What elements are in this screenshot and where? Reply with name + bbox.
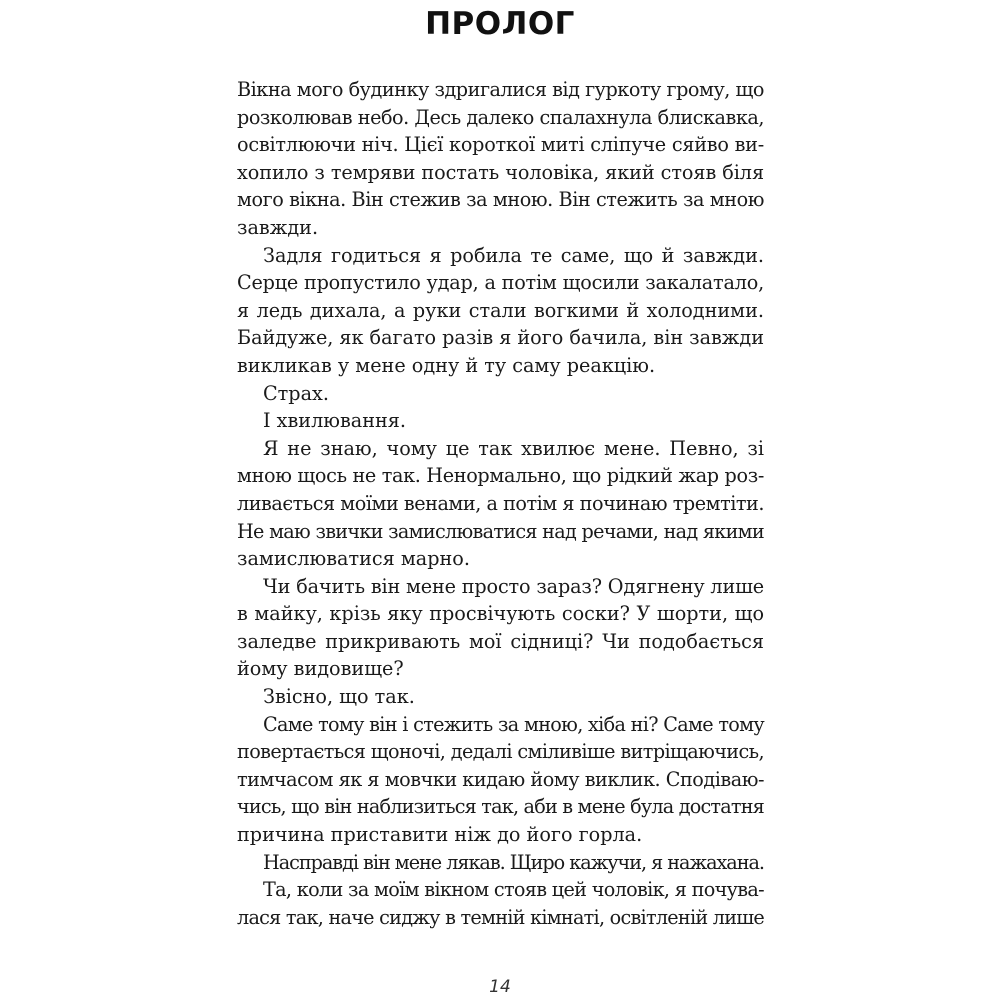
text-line: Чи бачить він мене просто зараз? Одягнену лише <box>263 574 764 598</box>
text-line: заледве прикривають мої сідниці? Чи подобається <box>237 629 764 653</box>
text-line: тимчасом як я мовчки кидаю йому виклик. Сподіваю- <box>237 767 764 791</box>
text-line: я ледь дихала, а руки стали вогкими й холодними. <box>237 298 764 322</box>
text-line: Звісно, що так. <box>263 685 415 709</box>
text-line: розколював небо. Десь далеко спалахнула блискавка, <box>237 105 764 129</box>
text-line: Страх. <box>263 381 329 405</box>
text-line: Насправді він мене лякав. Щиро кажучи, я нажахана. <box>263 850 764 874</box>
text-line: Саме тому він і стежить за мною, хіба ні? Саме тому <box>263 712 764 736</box>
text-line: лася так, наче сиджу в темній кімнаті, освітленій лише <box>237 905 764 929</box>
text-line: освітлюючи ніч. Цієї короткої миті сліпуче сяйво ви- <box>237 133 764 157</box>
text-line: мого вікна. Він стежив за мною. Він стежить за мною <box>237 188 764 212</box>
text-line: І хвилювання. <box>263 409 407 433</box>
text-line: йому видовище? <box>237 657 404 681</box>
chapter-title: ПРОЛОГ <box>425 6 575 42</box>
text-line: Я не знаю, чому це так хвилює мене. Певно, зі <box>263 436 764 460</box>
text-line: в майку, крізь яку просвічують соски? У шорти, що <box>237 602 764 626</box>
text-line: Задля годиться я робила те саме, що й завжди. <box>263 243 764 267</box>
text-line: ливається моїми венами, а потім я починаю тремтіти. <box>237 491 764 515</box>
text-line: викликав у мене одну й ту саму реакцію. <box>237 353 656 377</box>
text-line: чись, що він наблизиться так, аби в мене була достатня <box>237 795 764 819</box>
text-line: Не маю звички замислюватися над речами, над якими <box>237 519 764 543</box>
text-line: Та, коли за моїм вікном стояв цей чоловік, я почува- <box>263 878 764 902</box>
text-line: мною щось не так. Ненормально, що рідкий жар роз- <box>237 464 764 488</box>
text-line: Байдуже, як багато разів я його бачила, він завжди <box>237 326 764 350</box>
page-number: 14 <box>489 977 511 997</box>
text-line: повертається щоночі, дедалі сміливіше витріщаючись, <box>237 740 764 764</box>
text-line: Серце пропустило удар, а потім щосили закалатало, <box>237 271 764 295</box>
text-line: замислюватися марно. <box>237 547 470 571</box>
text-line: причина приставити ніж до його горла. <box>237 823 643 847</box>
text-line: Вікна мого будинку здригалися від гуркоту грому, що <box>237 78 764 101</box>
text-line: хопило з темряви постать чоловіка, який стояв біля <box>237 160 764 184</box>
text-line: завжди. <box>237 215 319 239</box>
body-text <box>237 76 764 931</box>
